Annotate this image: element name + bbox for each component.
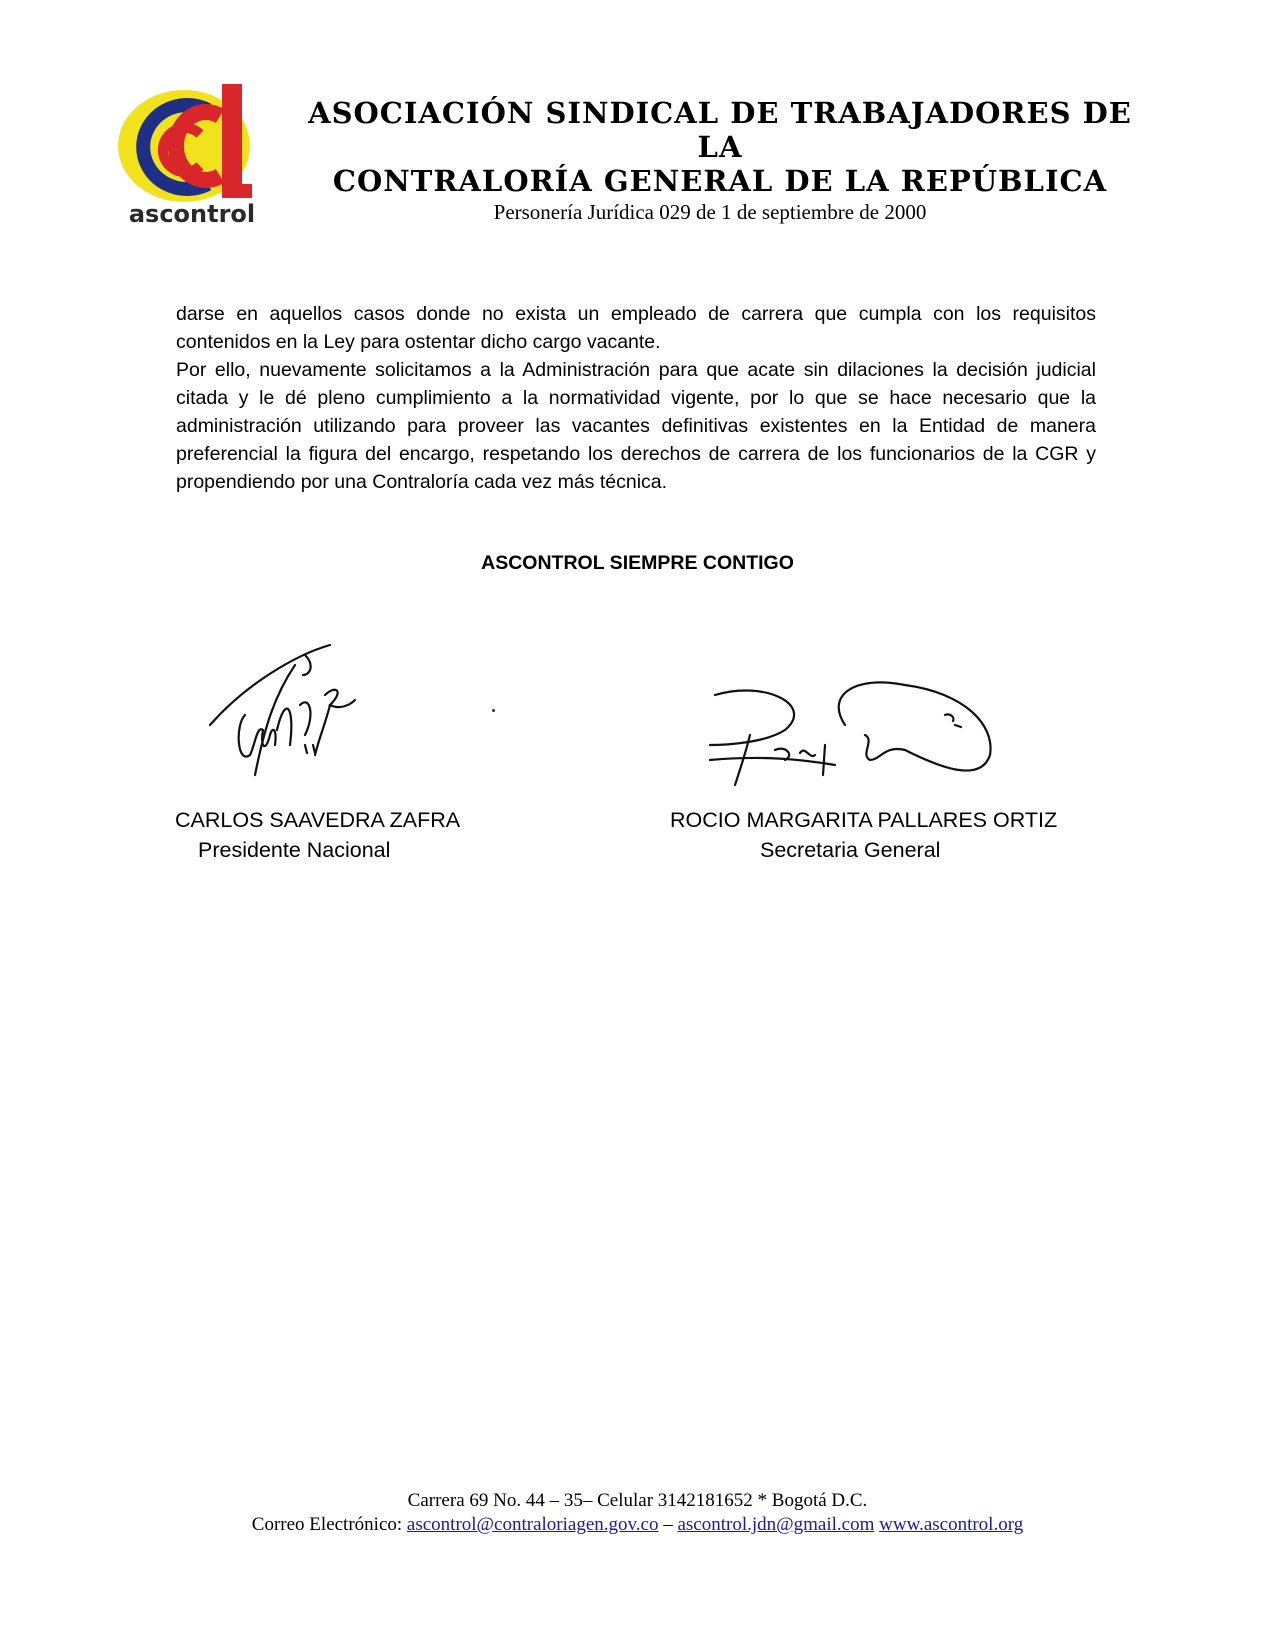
paragraph: darse en aquellos casos donde no exista un empleado de carrera que cumpla con los requisitos contenidos en la Ley para ostentar dicho cargo vacante. bbox=[176, 303, 1096, 353]
footer-contact bbox=[0, 1514, 1275, 1536]
website-link[interactable]: www.ascontrol.org bbox=[879, 1514, 1024, 1535]
signer-role: Presidente Nacional bbox=[198, 838, 391, 862]
slogan-text: ASCONTROL SIEMPRE CONTIGO bbox=[481, 552, 794, 574]
email-link-contraloria[interactable]: ascontrol@contraloriagen.gov.co bbox=[406, 1514, 659, 1535]
handwritten-signature bbox=[205, 635, 375, 785]
separator: – bbox=[663, 1514, 673, 1535]
title-line-2: CONTRALORÍA GENERAL DE LA REPÚBLICA bbox=[332, 164, 1108, 198]
ascontrol-logo bbox=[112, 76, 272, 228]
email-label: Correo Electrónico: bbox=[251, 1514, 403, 1535]
handwritten-signature bbox=[705, 675, 1005, 790]
signer-name: CARLOS SAAVEDRA ZAFRA bbox=[175, 808, 461, 832]
signer-role: Secretaria General bbox=[760, 838, 941, 862]
slogan bbox=[0, 552, 1275, 575]
logo-wordmark: ascontrol bbox=[128, 200, 256, 228]
signer-name: ROCIO MARGARITA PALLARES ORTIZ bbox=[670, 808, 1058, 832]
email-link-gmail[interactable]: ascontrol.jdn@gmail.com bbox=[677, 1514, 875, 1535]
footer-address: Carrera 69 No. 44 – 35– Celular 3142181652 * Bogotá D.C. bbox=[407, 1490, 868, 1511]
letter-body bbox=[176, 300, 1096, 496]
organization-title bbox=[290, 96, 1150, 198]
stray-mark bbox=[492, 709, 495, 712]
paragraph: Por ello, nuevamente solicitamos a la Administración para que acate sin dilaciones la decisión judicial citada y le dé pleno cumplimiento a la normatividad vigente, por lo que se hace necesario que la administración utilizando para proveer las vacantes definitivas existentes en la Entidad de manera preferencial la figura del encargo, respetando los derechos de carrera de los funcionarios de la CGR y propendiendo por una Contraloría cada vez más técnica. bbox=[176, 359, 1096, 493]
title-line-1: ASOCIACIÓN SINDICAL DE TRABAJADORES DE LA bbox=[308, 96, 1132, 164]
legal-status: Personería Jurídica 029 de 1 de septiembre de 2000 bbox=[493, 200, 927, 224]
